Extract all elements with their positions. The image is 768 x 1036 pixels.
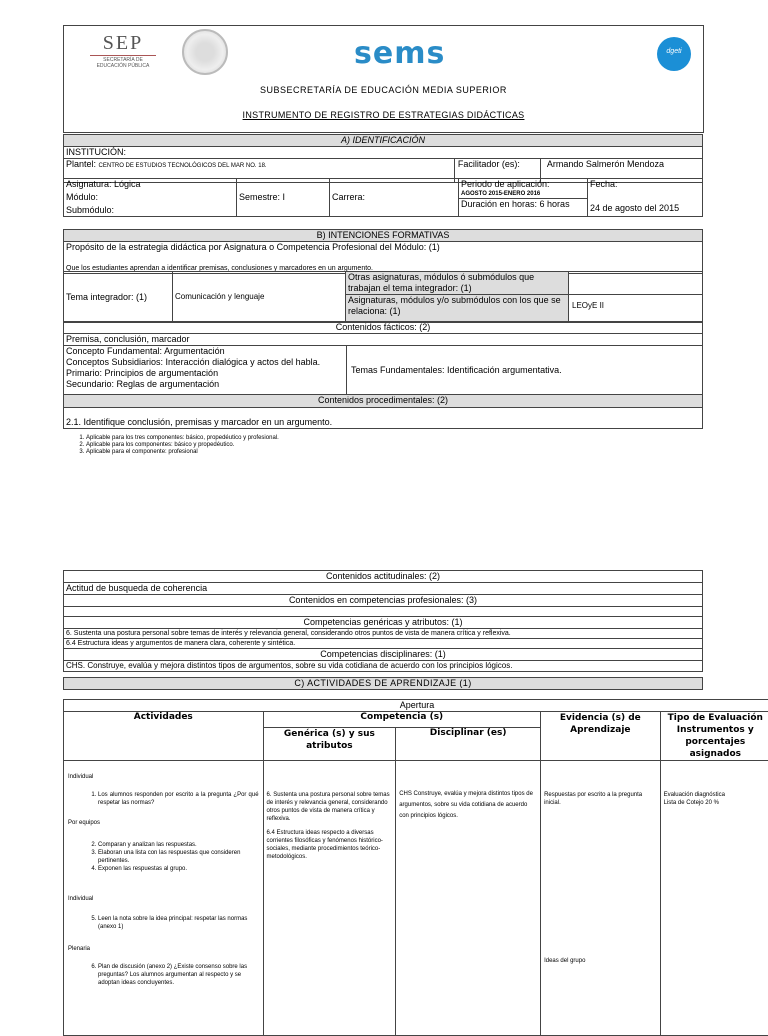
- fecha-value: 24 de agosto del 2015: [590, 203, 700, 214]
- act-list-4: [68, 963, 259, 987]
- subsecretaria-title: SUBSECRETARÍA DE EDUCACIÓN MEDIA SUPERIOR: [64, 85, 703, 96]
- evidencia-cell: [541, 761, 661, 1036]
- facilitador-value: Armando Salmerón Mendoza: [541, 159, 664, 182]
- act-item: 4. Exponen las respuestas al grupo.: [98, 865, 259, 873]
- primario: Primario: Principios de argumentación: [66, 368, 344, 379]
- actitudinales-table: [63, 570, 703, 672]
- concepto-fundamental: Concepto Fundamental: Argumentación: [66, 346, 344, 357]
- sep-sub2: EDUCACIÓN PÚBLICA: [78, 63, 168, 69]
- identificacion-title: A) IDENTIFICACIÓN: [64, 135, 703, 147]
- evidencia-a: Respuestas por escrito a la pregunta inicial.: [544, 791, 657, 807]
- identificacion-table: [63, 134, 703, 183]
- generica-a: 6. Sustenta una postura personal sobre temas de interés y relevancia general, considerando otros puntos de vista de manera crítica y reflexiva.: [267, 791, 393, 823]
- disciplinar-a: CHS Construye, evalúa y mejora distintos tipos de argumentos, sobre su vida cotidiana de acuerdo con principios lógicos.: [399, 789, 537, 822]
- procedimentales-title: Contenidos procedimentales: (2): [64, 395, 703, 408]
- disciplinar-cell: [396, 761, 541, 1036]
- note-item: 1. Aplicable para los tres componentes: básico, propedéutico y profesional.: [86, 435, 486, 442]
- semestre: Semestre: I: [237, 179, 330, 217]
- actividades-title: C) ACTIVIDADES DE APRENDIZAJE (1): [64, 678, 703, 690]
- dgeti-text: dgeti: [666, 48, 681, 55]
- asignatura-table: [63, 178, 703, 217]
- duracion: Duración en horas: 6 horas: [459, 198, 587, 210]
- col-tipo: Tipo de Evaluación Instrumentos y porcentajes asignados: [660, 712, 768, 761]
- equipos-label: Por equipos: [68, 819, 259, 827]
- generica-cell: [263, 761, 396, 1036]
- intenciones-title: B) INTENCIONES FORMATIVAS: [64, 230, 703, 242]
- individual-label-1: Individual: [68, 773, 259, 781]
- col-competencia: Competencia (s): [263, 712, 541, 728]
- note-item: 3. Aplicable para el componente: profesional: [86, 449, 486, 456]
- tipo-cell: [660, 761, 768, 1036]
- evidencia-b: Ideas del grupo: [544, 957, 657, 965]
- tema-table: [63, 271, 703, 323]
- institucion-label: INSTITUCIÓN:: [64, 147, 703, 159]
- temas-fundamentales: Temas Fundamentales: Identificación argumentativa.: [347, 346, 703, 395]
- disciplinar-1: CHS. Construye, evalúa y mejora distintos tipos de argumentos, sobre su vida cotidiana de acuerdo con los principios lógicos.: [64, 661, 703, 672]
- plantel-value: CENTRO DE ESTUDIOS TECNOLÓGICOS DEL MAR NO. 18.: [99, 163, 267, 169]
- conceptos-cell: [64, 346, 347, 395]
- dgeti-logo: [657, 37, 691, 71]
- otras-cell: [346, 272, 569, 323]
- act-item: 3. Elaboran una lista con las respuestas que consideren pertinentes.: [98, 849, 259, 865]
- secundario: Secundario: Reglas de argumentación: [66, 379, 344, 390]
- asig-rel-cell: [569, 272, 703, 323]
- actitudinales-title: Contenidos actitudinales: (2): [64, 571, 703, 583]
- disciplinares-title: Competencias disciplinares: (1): [64, 649, 703, 661]
- tema-value: Comunicación y lenguaje: [173, 272, 346, 323]
- generica-b: 6.4 Estructura ideas respecto a diversas corrientes filosóficas y fenómenos histórico-sociales, mediante procedimientos teórico-metodológicos.: [267, 829, 393, 861]
- proposito-label: Propósito de la estrategia didáctica por Asignatura o Competencia Profesional del Módulo: (1): [66, 242, 700, 253]
- profesionales-title: Contenidos en competencias profesionales: (3): [64, 595, 703, 607]
- apertura-table: [63, 699, 768, 1036]
- col-actividades: Actividades: [64, 712, 264, 761]
- tipo-a1: Evaluación diagnóstica: [664, 791, 767, 799]
- factico-title: Contenidos fácticos: (2): [64, 322, 703, 334]
- act-item: 1. Los alumnos responden por escrito a la pregunta ¿Por qué respetar las normas?: [98, 791, 259, 807]
- actividades-cell: [64, 761, 264, 1036]
- factico-table: [63, 321, 703, 429]
- sep-logo: [78, 32, 168, 76]
- apertura-title: Apertura: [64, 700, 768, 712]
- sems-logo: sems: [354, 36, 445, 71]
- procedimentales-value: 2.1. Identifique conclusión, premisas y marcador en un argumento.: [64, 408, 703, 429]
- tipo-a2: Lista de Cotejo 20 %: [664, 799, 767, 807]
- fecha-label: Fecha:: [590, 179, 700, 190]
- individual-label-2: Individual: [68, 895, 259, 903]
- conceptos-subsidiarios: Conceptos Subsidiarios: Interacción dialógica y actos del habla.: [66, 357, 344, 368]
- col-evidencia: Evidencia (s) de Aprendizaje: [541, 712, 661, 761]
- periodo-value: AGOSTO 2015-ENERO 2016: [459, 190, 587, 198]
- facilitador-label: Facilitador (es):: [455, 159, 541, 182]
- sep-sub1: SECRETARÍA DE: [78, 57, 168, 63]
- sep-name: SEP: [78, 32, 168, 54]
- periodo-cell: [459, 179, 588, 217]
- act-item: 5. Leen la nota sobre la idea principal: respetar las normas (anexo 1): [98, 915, 259, 931]
- generica-1: 6. Sustenta una postura personal sobre temas de interés y relevancia general, considerando otros puntos de vista de manera crítica y reflexiva.: [64, 629, 703, 639]
- asignatura-cell: [64, 179, 237, 217]
- fecha-cell: [588, 179, 703, 217]
- col-generica: Genérica (s) y sus atributos: [263, 728, 396, 761]
- asig-rel-label: Asignaturas, módulos y/o submódulos con los que se relaciona: (1): [346, 294, 568, 321]
- act-item: 6. Plan de discusión (anexo 2) ¿Existe consenso sobre las preguntas? Los alumnos argumentan al respecto y se adoptan ideas concluyentes.: [98, 963, 259, 987]
- instrumento-title: INSTRUMENTO DE REGISTRO DE ESTRATEGIAS DIDÁCTICAS: [64, 110, 703, 121]
- profesionales-value: [64, 607, 703, 617]
- plantel-label: Plantel:: [66, 159, 96, 169]
- periodo-label: Periodo de aplicación:: [459, 179, 587, 190]
- factico-value: Premisa, conclusión, marcador: [64, 334, 703, 346]
- act-list-2: [68, 841, 259, 873]
- submodulo: Submódulo:: [66, 205, 234, 216]
- act-list-1: [68, 791, 259, 807]
- intenciones-table: [63, 229, 703, 274]
- tema-label: Tema integrador: (1): [64, 272, 173, 323]
- proposito-cell: [64, 242, 703, 274]
- note-item: 2. Aplicable para los componentes: básico y propedéutico.: [86, 442, 486, 449]
- act-item: 2. Comparan y analizan las respuestas.: [98, 841, 259, 849]
- otras-label: Otras asignaturas, módulos ó submódulos que trabajan el tema integrador: (1): [346, 272, 568, 294]
- modulo: Módulo:: [66, 192, 234, 203]
- generica-2: 6.4 Estructura ideas y argumentos de manera clara, coherente y sintética.: [64, 639, 703, 649]
- eagle-seal-icon: [182, 29, 228, 75]
- asignatura: Asignatura: Lógica: [66, 179, 234, 190]
- act-list-3: [68, 915, 259, 931]
- actitudinales-value: Actitud de busqueda de coherencia: [64, 583, 703, 595]
- asig-rel-value: LEOyE II: [569, 294, 702, 321]
- notes-list: [64, 435, 486, 456]
- actividades-title-table: [63, 677, 703, 690]
- plenaria-label: Plenaria: [68, 945, 259, 953]
- genericas-title: Competencias genéricas y atributos: (1): [64, 617, 703, 629]
- carrera: Carrera:: [330, 179, 459, 217]
- proposito-value: Que los estudiantes aprendan a identificar premisas, conclusiones y marcadores en un argumento.: [66, 264, 700, 273]
- col-disciplinar: Disciplinar (es): [396, 728, 541, 761]
- header-box: [63, 25, 704, 133]
